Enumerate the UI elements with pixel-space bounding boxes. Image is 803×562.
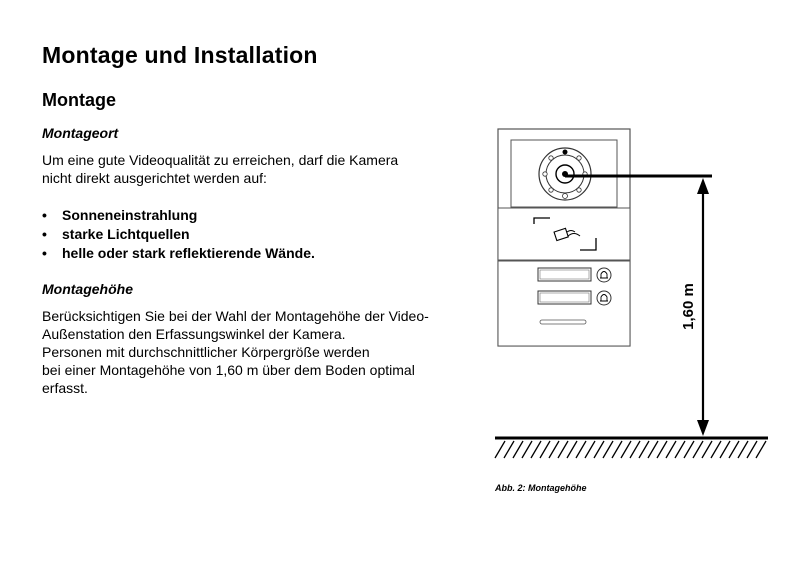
hatch-stroke <box>711 441 721 458</box>
name-plate <box>538 268 591 281</box>
hatch-stroke <box>513 441 523 458</box>
text-line: erfasst. <box>42 380 88 396</box>
hatch-stroke <box>531 441 541 458</box>
hatch-stroke <box>675 441 685 458</box>
text-line: Außenstation den Erfassungswinkel der Kamera. <box>42 326 346 342</box>
hatch-stroke <box>738 441 748 458</box>
rfid-module <box>498 208 630 260</box>
button-module <box>498 261 630 346</box>
hatch-stroke <box>576 441 586 458</box>
height-dimension-arrow <box>697 178 709 436</box>
bell-icon <box>597 268 611 282</box>
figure-caption: Abb. 2: Montagehöhe <box>495 483 587 493</box>
hatch-stroke <box>567 441 577 458</box>
hatch-stroke <box>657 441 667 458</box>
camera-module <box>511 140 617 207</box>
hatch-stroke <box>702 441 712 458</box>
ground-line <box>495 438 768 458</box>
text-line: Personen mit durchschnittlicher Körpergröße werden <box>42 344 370 360</box>
hatch-stroke <box>522 441 532 458</box>
hatch-stroke <box>684 441 694 458</box>
hatch-stroke <box>612 441 622 458</box>
section-title: Montage <box>42 90 116 110</box>
hatch-stroke <box>666 441 676 458</box>
hatch-stroke <box>729 441 739 458</box>
hatch-stroke <box>639 441 649 458</box>
list-item: • helle oder stark reflektierende Wände. <box>42 244 315 263</box>
height-label: 1,60 m <box>679 283 697 330</box>
hatch-stroke <box>720 441 730 458</box>
text-line: nicht direkt ausgerichtet werden auf: <box>42 170 267 186</box>
hatch-stroke <box>756 441 766 458</box>
hatch-stroke <box>558 441 568 458</box>
door-station-unit <box>498 129 630 346</box>
hatch-stroke <box>603 441 613 458</box>
speaker-grille <box>540 320 586 324</box>
hatch-stroke <box>594 441 604 458</box>
name-plate <box>538 291 591 304</box>
text-line: Um eine gute Videoqualität zu erreichen, darf die Kamera <box>42 152 399 168</box>
hatch-stroke <box>495 441 505 458</box>
hatch-stroke <box>693 441 703 458</box>
subsection-title-montageort: Montageort <box>42 125 119 141</box>
hatch-stroke <box>540 441 550 458</box>
page-title: Montage und Installation <box>42 42 318 68</box>
list-item: • starke Lichtquellen <box>42 225 315 244</box>
list-item: • Sonneneinstrahlung <box>42 206 315 225</box>
hatch-stroke <box>585 441 595 458</box>
hatch-stroke <box>747 441 757 458</box>
camera-icon <box>539 148 591 200</box>
hatch-stroke <box>621 441 631 458</box>
hatch-stroke <box>549 441 559 458</box>
text-line: Berücksichtigen Sie bei der Wahl der Montagehöhe der Video- <box>42 308 429 324</box>
hatch-stroke <box>648 441 658 458</box>
text-line: bei einer Montagehöhe von 1,60 m über dem Boden optimal <box>42 362 415 378</box>
hatch-stroke <box>630 441 640 458</box>
bell-icon <box>597 291 611 305</box>
subsection-title-montagehoehe: Montagehöhe <box>42 281 133 297</box>
hatch-stroke <box>504 441 514 458</box>
